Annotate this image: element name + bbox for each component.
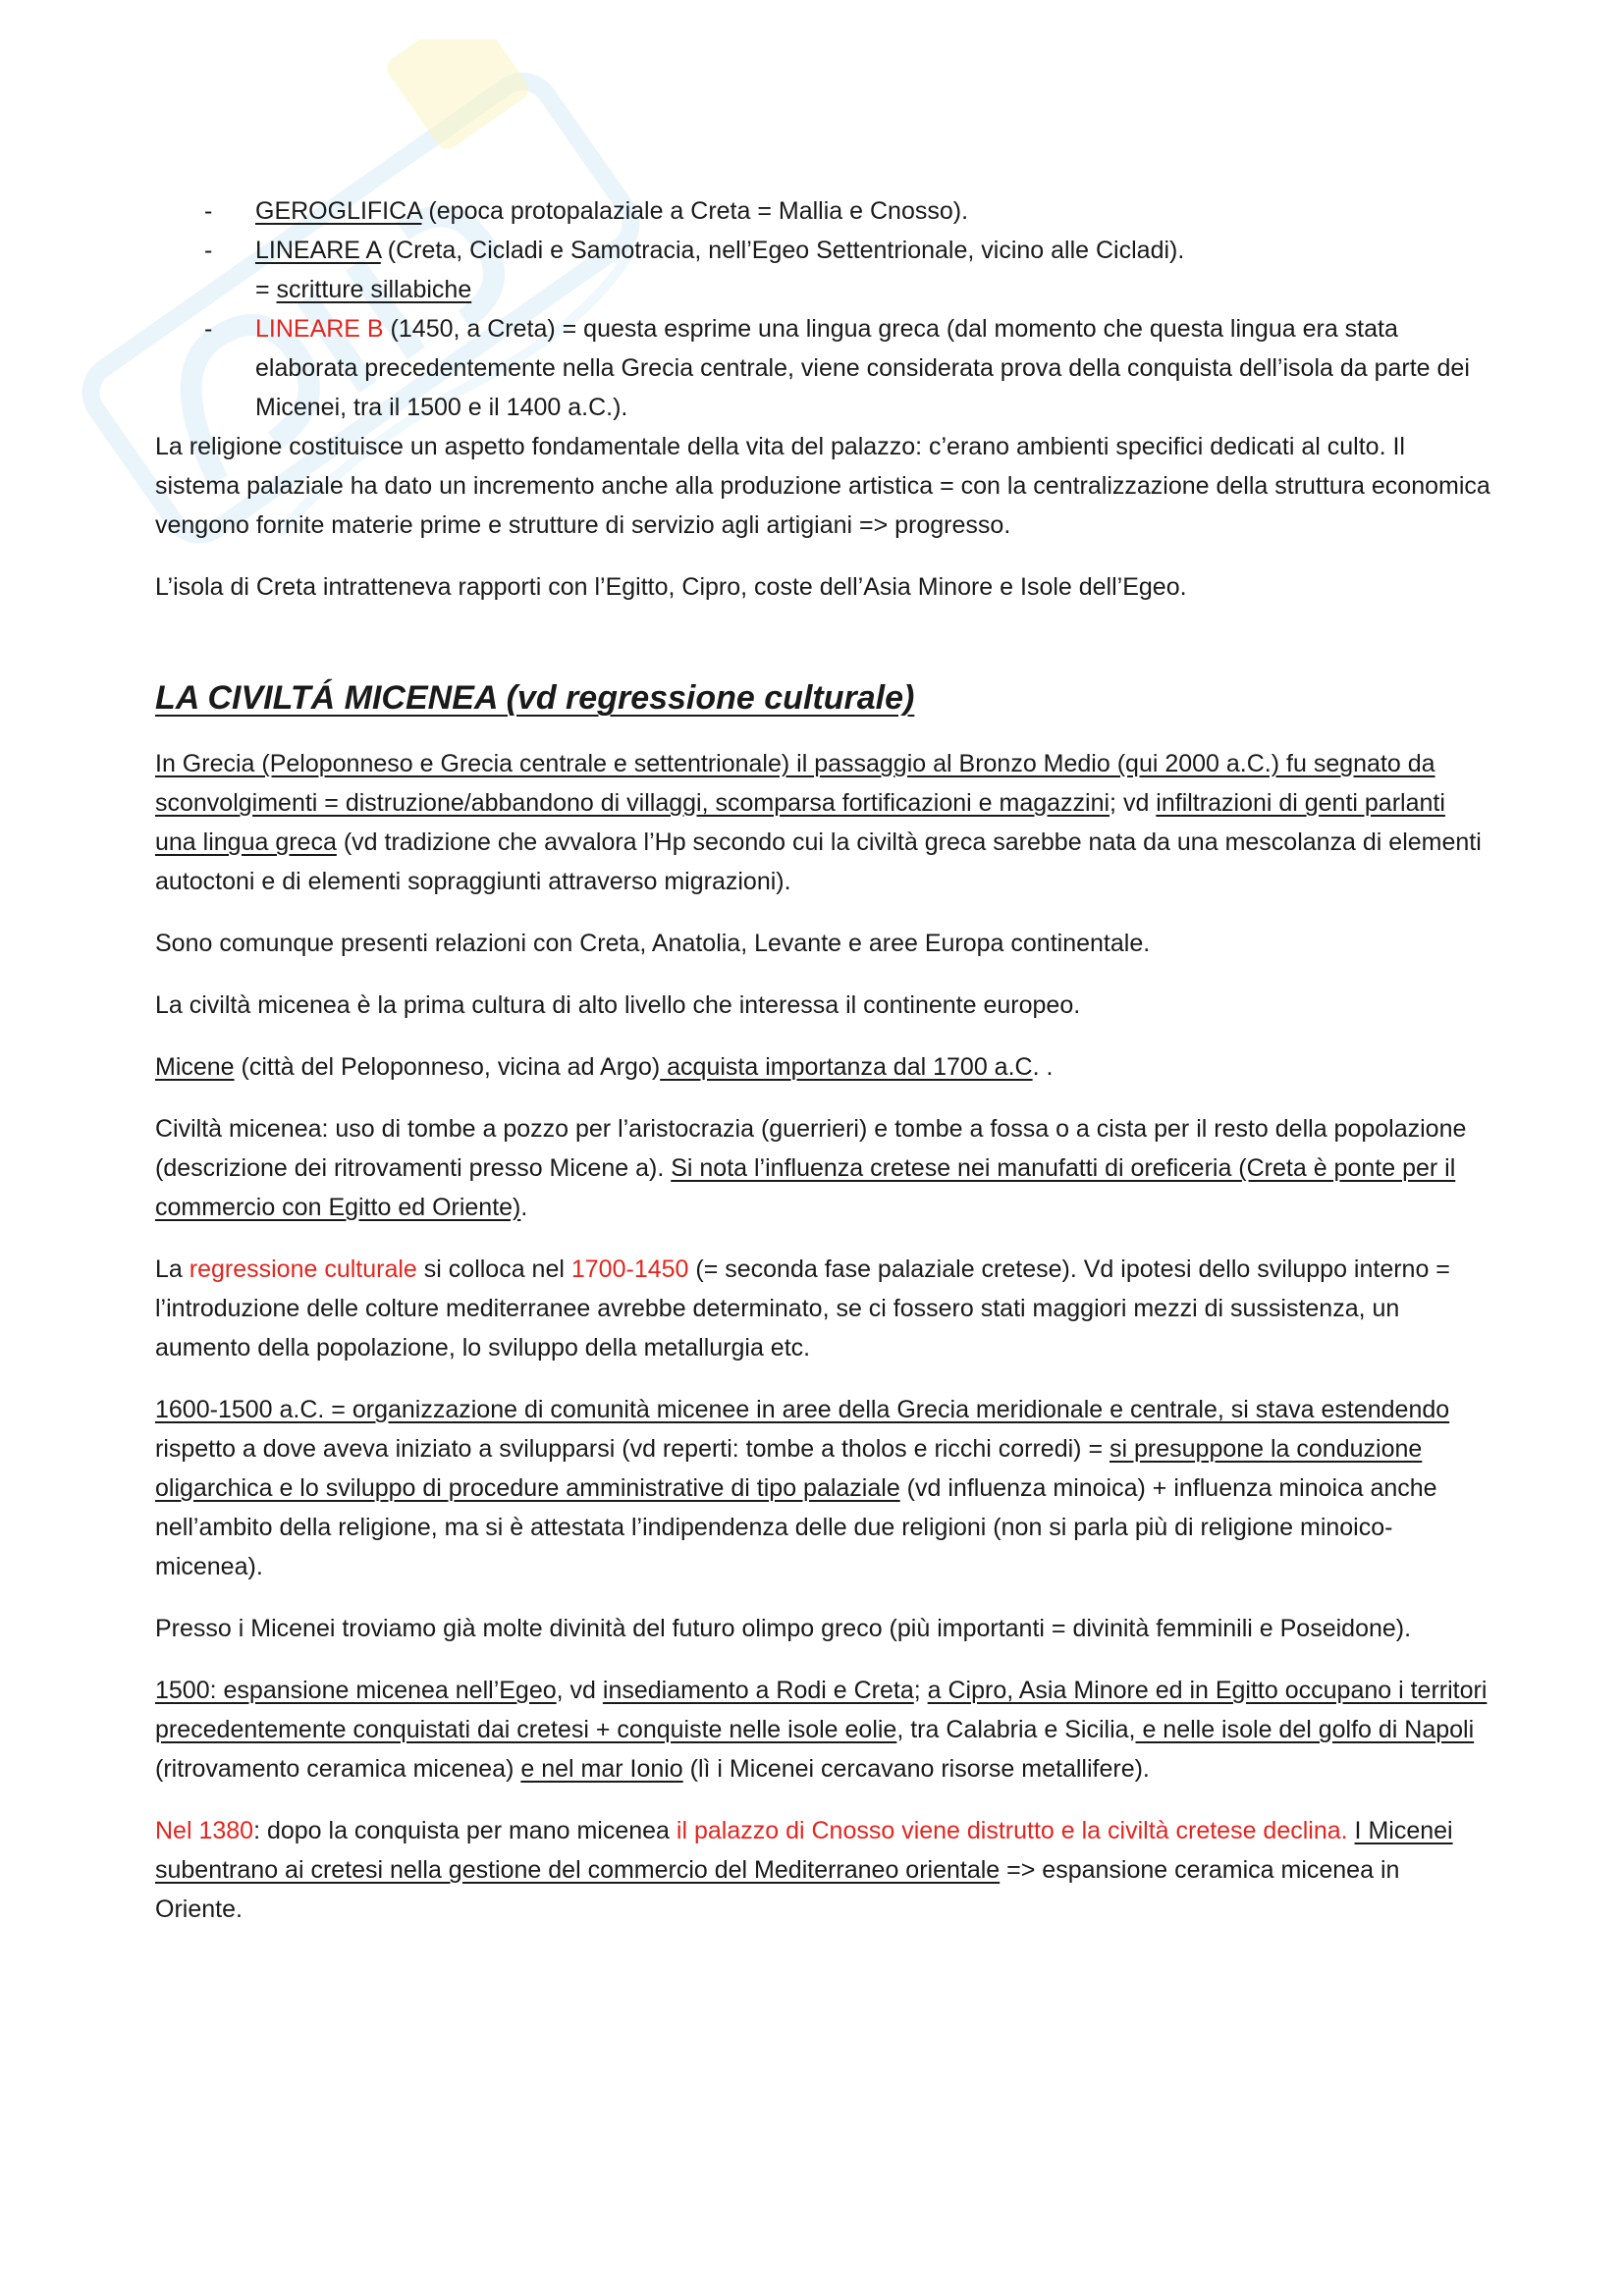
underlined-text: 1600-1500 a.C. = organizzazione di comunità micenee in aree della Grecia meridionale e centrale, si stava estendendo (155, 1396, 1450, 1423)
text: , vd (556, 1677, 603, 1704)
paragraph-1600 (155, 1390, 1490, 1586)
geroglifica-term: GEROGLIFICA (255, 197, 422, 225)
list-item-text: (Creta, Cicladi e Samotracia, nell’Egeo Settentrionale, vicino alle Cicladi). (380, 237, 1185, 264)
underlined-text: Si nota l’influenza cretese nei manufatti di oreficeria (Creta è ponte per il commercio con Egitto ed Oriente) (155, 1154, 1456, 1221)
underlined-text: insediamento a Rodi e Creta (602, 1677, 914, 1704)
underlined-text: In Grecia (Peloponneso e Grecia centrale e settentrionale) il passaggio al Bronzo Medio (qui 2000 a.C.) fu segnato da sconvolgimenti = distruzione/abbandono di villaggi, scomparsa fortificazioni e magazzini (155, 750, 1435, 817)
highlighted-text: 1700-1450 (570, 1255, 689, 1283)
text: La (155, 1255, 189, 1283)
text (1348, 1817, 1355, 1844)
text: rispetto a dove aveva iniziato a svilupparsi (vd reperti: tombe a tholos e ricchi corredi) = (155, 1435, 1110, 1463)
text: . . (1032, 1053, 1054, 1081)
text: . (520, 1194, 528, 1221)
paragraph-grecia (155, 744, 1490, 901)
list-dash: - (204, 315, 213, 343)
text: si colloca nel (416, 1255, 571, 1283)
highlighted-text: regressione culturale (189, 1255, 417, 1283)
paragraph-relazioni: Sono comunque presenti relazioni con Creta, Anatolia, Levante e aree Europa continentale. (155, 930, 1151, 957)
paragraph-civilta: La civiltà micenea è la prima cultura di alto livello che interessa il continente europeo. (155, 991, 1081, 1019)
paragraph-tombe (155, 1109, 1490, 1227)
paragraph-regressione (155, 1250, 1490, 1367)
text: (ritrovamento ceramica micenea) (155, 1755, 521, 1783)
highlighted-text: Nel 1380 (155, 1817, 254, 1844)
text: ; (913, 1677, 928, 1704)
paragraph-1380 (155, 1811, 1490, 1929)
list-dash: - (204, 237, 213, 264)
text: => espansione ceramica micenea in Oriente. (155, 1856, 1400, 1923)
underlined-text: I Micenei subentrano ai cretesi nella gestione del commercio del Mediterraneo orientale (155, 1817, 1453, 1884)
list-item (155, 231, 1490, 309)
text: : dopo la conquista per mano micenea (253, 1817, 677, 1844)
section-heading: LA CIVILTÁ MICENEA (vd regressione culturale) (155, 679, 915, 717)
paragraph-1500 (155, 1671, 1490, 1789)
underlined-text: a Cipro, Asia Minore ed in Egitto occupano i territori precedentemente conquistati dai cretesi + conquiste nelle isole eolie (155, 1677, 1488, 1743)
syllabic-note: scritture sillabiche (276, 276, 472, 303)
text: (vd influenza minoica) + influenza minoica anche nell’ambito della religione, ma si è attestata l’indipendenza delle due religioni (non si parla più di religione minoico-micenea). (155, 1474, 1437, 1580)
highlighted-text: il palazzo di Cnosso viene distrutto e la civiltà cretese declina. (676, 1817, 1348, 1844)
lineare-b-term: LINEARE B (255, 315, 384, 343)
list-item-text: (epoca protopalaziale a Creta = Mallia e Cnosso). (421, 197, 969, 225)
underlined-text: infiltrazioni di genti parlanti una lingua greca (155, 789, 1445, 856)
paragraph-divinita: Presso i Micenei troviamo già molte divinità del futuro olimpo greco (più importanti = divinità femminili e Poseidone). (155, 1615, 1412, 1642)
underlined-text: si presuppone la conduzione oligarchica e lo sviluppo di procedure amministrative di tipo palaziale (155, 1435, 1423, 1502)
writing-systems-list (155, 191, 1490, 427)
paragraph-micene (155, 1047, 1490, 1087)
paragraph-religione: La religione costituisce un aspetto fondamentale della vita del palazzo: c’erano ambienti specifici dedicati al culto. Il sistema palaziale ha dato un incremento anche alla produzione artistica = con la centralizzazione della struttura economica vengono fornite materie prime e strutture di servizio agli artigiani => progresso. (155, 433, 1490, 539)
text: , tra Calabria e Sicilia, (896, 1716, 1136, 1743)
text: Civiltà micenea: uso di tombe a pozzo per l’aristocrazia (guerrieri) e tombe a fossa o a cista per il resto della popolazione (descrizione dei ritrovamenti presso Micene a). (155, 1115, 1467, 1182)
list-item-note: = (255, 276, 277, 303)
lineare-a-term: LINEARE A (255, 237, 381, 264)
underlined-text: 1500: espansione micenea nell’Egeo (155, 1677, 557, 1704)
paragraph-creta: L’isola di Creta intratteneva rapporti con l’Egitto, Cipro, coste dell’Asia Minore e Isole dell’Egeo. (155, 573, 1187, 601)
list-item-text: (1450, a Creta) = questa esprime una lingua greca (dal momento che questa lingua era stata elaborata precedentemente nella Grecia centrale, viene considerata prova della conquista dell’isola da parte dei Micenei, tra il 1500 e il 1400 a.C.). (255, 315, 1470, 421)
text: (= seconda fase palaziale cretese). Vd ipotesi dello sviluppo interno = l’introduzione delle colture mediterranee avrebbe determinato, se ci fossero stati maggiori mezzi di sussistenza, un aumento della popolazione, lo sviluppo della metallurgia etc. (155, 1255, 1450, 1362)
list-item (155, 191, 1490, 231)
list-item (155, 309, 1490, 427)
text: (lì i Micenei cercavano risorse metallifere). (682, 1755, 1150, 1783)
underlined-text: acquista importanza dal 1700 a.C (660, 1053, 1033, 1081)
text: (vd tradizione che avvalora l’Hp secondo cui la civiltà greca sarebbe nata da una mescolanza di elementi autoctoni e di elementi sopraggiunti attraverso migrazioni). (155, 828, 1482, 895)
text: ; vd (1110, 789, 1157, 817)
underlined-text: e nelle isole del golfo di Napoli (1135, 1716, 1475, 1743)
underlined-text: e nel mar Ionio (520, 1755, 683, 1783)
underlined-text: Micene (155, 1053, 235, 1081)
list-dash: - (204, 197, 213, 225)
document-content (155, 191, 1490, 1951)
text: (città del Peloponneso, vicina ad Argo) (234, 1053, 661, 1081)
